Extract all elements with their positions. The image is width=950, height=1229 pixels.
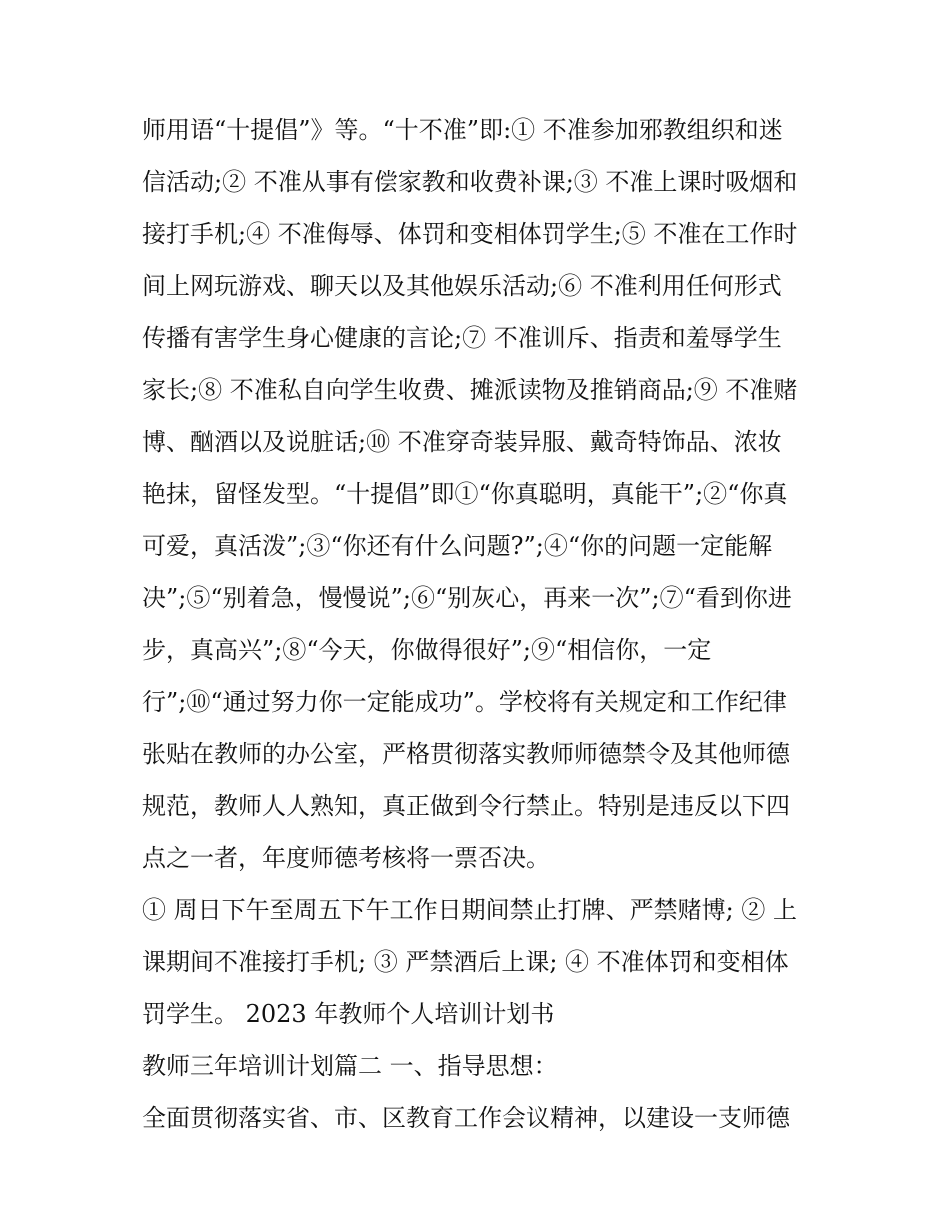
text-line: 接打手机;④ 不准侮辱、体罚和变相体罚学生;⑤ 不准在工作时 <box>142 220 798 248</box>
text-line: 罚学生。 2023 年教师个人培训计划书 <box>142 1000 555 1028</box>
text-line: ① 周日下午至周五下午工作日期间禁止打牌、严禁赌博; ② 上 <box>142 896 797 924</box>
text-line: 决”;⑤“别着急，慢慢说”;⑥“别灰心，再来一次”;⑦“看到你进 <box>142 584 792 612</box>
text-line: 行”;⑩“通过努力你一定能成功”。学校将有关规定和工作纪律 <box>142 688 787 716</box>
text-line: 点之一者，年度师德考核将一票否决。 <box>142 844 550 872</box>
text-line: 艳抹，留怪发型。“十提倡”即①“你真聪明，真能干”;②“你真 <box>142 480 788 508</box>
text-line: 信活动;② 不准从事有偿家教和收费补课;③ 不准上课时吸烟和 <box>142 168 798 196</box>
text-line: 张贴在教师的办公室，严格贯彻落实教师师德禁令及其他师德 <box>142 740 790 768</box>
text-line: 传播有害学生身心健康的言论;⑦ 不准训斥、指责和羞辱学生 <box>142 324 782 352</box>
text-line: 规范，教师人人熟知，真正做到令行禁止。特别是违反以下四 <box>142 792 790 820</box>
text-line: 步，真高兴”;⑧“今天，你做得很好”;⑨“相信你，一定 <box>142 636 712 664</box>
text-line: 全面贯彻落实省、市、区教育工作会议精神，以建设一支师德 <box>142 1104 790 1132</box>
text-line: 可爱，真活泼”;③“你还有什么问题?”;④“你的问题一定能解 <box>142 532 773 560</box>
text-line: 间上网玩游戏、聊天以及其他娱乐活动;⑥ 不准利用任何形式 <box>142 272 782 300</box>
text-line: 教师三年培训计划篇二 一、指导思想： <box>142 1052 558 1080</box>
text-line: 家长;⑧ 不准私自向学生收费、摊派读物及推销商品;⑨ 不准赌 <box>142 376 798 404</box>
text-line: 课期间不准接打手机; ③ 严禁酒后上课; ④ 不准体罚和变相体 <box>142 948 789 976</box>
text-line: 师用语“十提倡”》等。“十不准”即:① 不准参加邪教组织和迷 <box>142 116 783 144</box>
text-line: 博、酗酒以及说脏话;⑩ 不准穿奇装异服、戴奇特饰品、浓妆 <box>142 428 782 456</box>
